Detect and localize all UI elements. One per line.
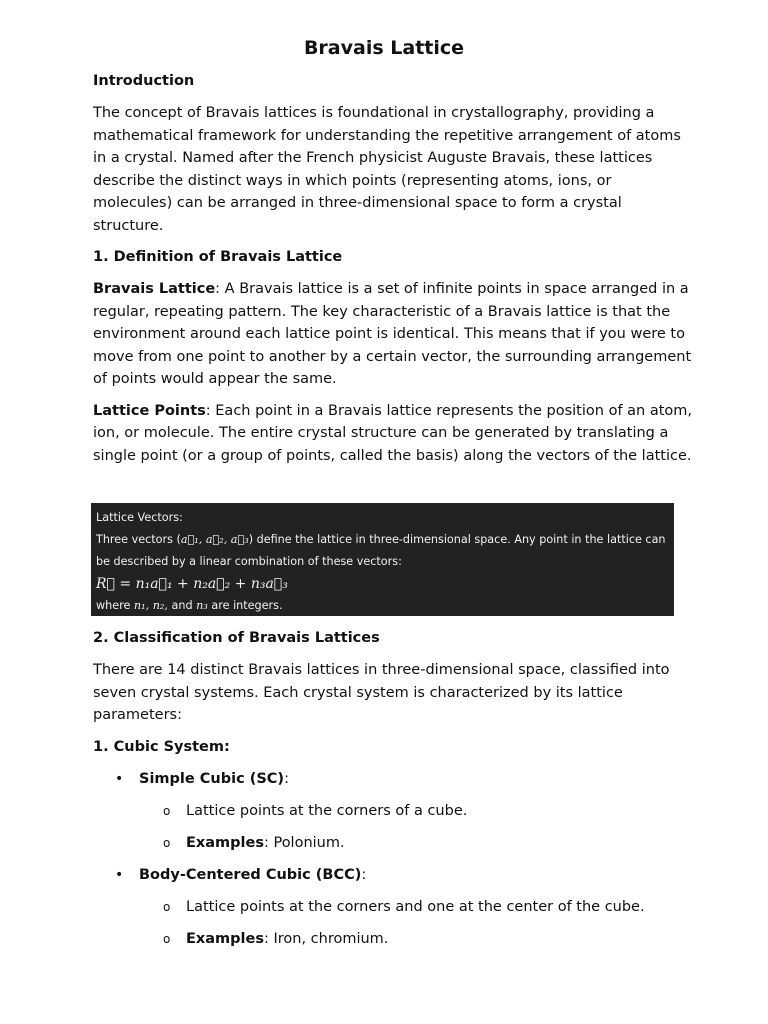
bcc-examples: : Iron, chromium.: [263, 930, 389, 947]
lattice-vectors-line4: [96, 595, 674, 617]
upper-content: [93, 70, 693, 476]
lattice-points-paragraph: [93, 400, 693, 468]
sub-bullet-icon: o: [163, 835, 171, 850]
bullet-icon: •: [115, 770, 124, 787]
list-item-body-centered-cubic: [93, 864, 693, 886]
bcc-description: Lattice points at the corners and one at the center of the cube.: [186, 898, 645, 915]
classification-paragraph: There are 14 distinct Bravais lattices in three-dimensional space, classified into seven crystal systems. Each crystal system is characterized by its lattice parameters:: [93, 662, 670, 723]
line4-suffix: are integers.: [207, 599, 283, 612]
cubic-system-heading: 1. Cubic System:: [93, 738, 230, 755]
lattice-vectors-box: [91, 503, 674, 616]
line1-suffix: ) define the lattice in three-dimensional space. Any point in the lattice can: [248, 533, 666, 546]
colon: :: [284, 770, 289, 787]
line1-prefix: Three vectors (: [96, 533, 181, 546]
lattice-vectors-heading: Lattice Vectors:: [96, 511, 183, 524]
simple-cubic-label: Simple Cubic (SC): [139, 770, 285, 787]
definition-heading: 1. Definition of Bravais Lattice: [93, 249, 343, 265]
page-title: Bravais Lattice: [303, 37, 465, 59]
list-item-bcc-description: [93, 896, 693, 918]
lattice-vectors-line2: be described by a linear combination of these vectors:: [96, 555, 402, 568]
introduction-paragraph: The concept of Bravais lattices is foundational in crystallography, providing a mathematical framework for understanding the repetitive arrangement of atoms in a crystal. Named after the French physicist Auguste Bravais, these lattices describe the distinct ways in which points (representing atoms, ions, or molecules) can be arranged in three-dimensional space to form a crystal structure.: [93, 105, 681, 234]
basis-vectors: a⃗₁, a⃗₂, a⃗₃: [180, 533, 249, 546]
list-item-bcc-examples: [93, 928, 693, 950]
lattice-vector-equation: R⃗ = n₁a⃗₁ + n₂a⃗₂ + n₃a⃗₃: [96, 576, 288, 592]
bcc-label: Body-Centered Cubic (BCC): [139, 866, 362, 883]
lattice-vectors-line1: [96, 529, 674, 551]
lattice-points-text: : Each point in a Bravais lattice represents the position of an atom, ion, or molecule. The entire crystal structure can be generated by translating a single point (or a group of points, called the basis) along the vectors of the lattice.: [93, 402, 693, 464]
integer-vars: n₁, n₂,: [133, 599, 168, 612]
sc-description: Lattice points at the corners of a cube.: [186, 802, 468, 819]
integer-var-3: n₃: [196, 599, 208, 612]
sc-examples: : Polonium.: [263, 834, 345, 851]
list-item-simple-cubic: [93, 768, 693, 790]
introduction-heading: Introduction: [93, 73, 195, 89]
list-item-sc-examples: [93, 832, 693, 854]
line4-mid: and: [167, 599, 197, 612]
lower-content: [93, 627, 693, 960]
bravais-lattice-term: Bravais Lattice: [93, 281, 216, 297]
classification-heading: 2. Classification of Bravais Lattices: [93, 630, 380, 646]
bravais-lattice-paragraph: [93, 278, 693, 391]
sub-bullet-icon: o: [163, 931, 171, 946]
sc-examples-label: Examples: [186, 834, 264, 851]
sub-bullet-icon: o: [163, 803, 171, 818]
bcc-examples-label: Examples: [186, 930, 264, 947]
bullet-icon: •: [115, 866, 124, 883]
bravais-lattice-text: : A Bravais lattice is a set of infinite points in space arranged in a regular, repeating pattern. The key characteristic of a Bravais lattice is that the environment around each lattice point is identical. This means that if you were to move from one point to another by a certain vector, the surrounding arrangement of points would appear the same.: [93, 281, 692, 387]
sub-bullet-icon: o: [163, 899, 171, 914]
line4-prefix: where: [96, 599, 134, 612]
colon: :: [361, 866, 367, 883]
list-item-sc-description: [93, 800, 693, 822]
lattice-points-term: Lattice Points: [93, 402, 206, 419]
